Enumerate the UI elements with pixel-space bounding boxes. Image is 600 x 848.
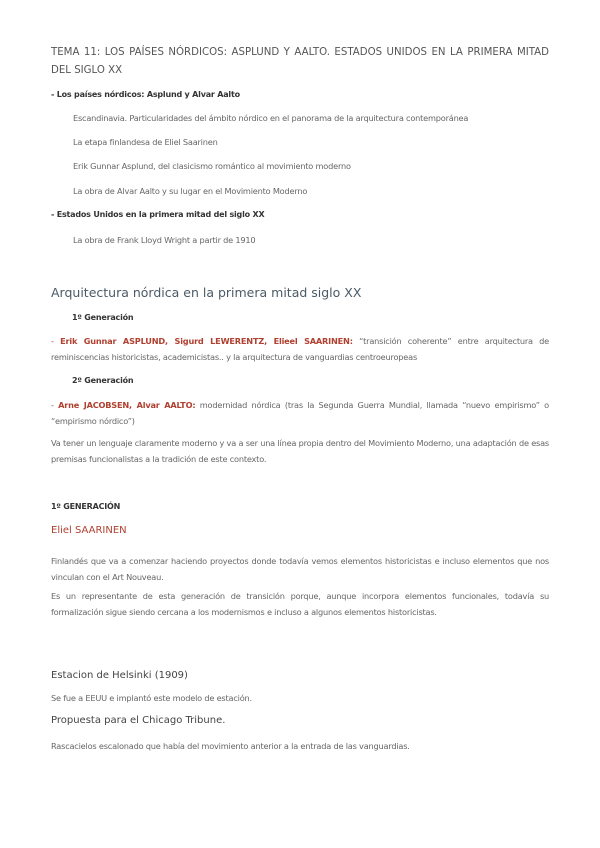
outline-item: La obra de Alvar Aalto y su lugar en el Movimiento Moderno: [73, 186, 308, 196]
outline-section-usa: - Estados Unidos en la primera mitad del siglo XX: [51, 210, 265, 219]
paragraph: Finlandés que va a comenzar haciendo proyectos donde todavía vemos elementos historicistas e incluso elementos que nos vinculan con el Art Nouveau.: [51, 556, 549, 582]
architect-names: Erik Gunnar ASPLUND, Sigurd LEWERENTZ, Elieel SAARINEN:: [60, 336, 353, 346]
dash: -: [51, 400, 59, 410]
paragraph-text: “transición coherente” entre arquitectura de reminiscencias historicistas, academicistas.. y la arquitectura de vanguardias centroeuropeas: [51, 336, 549, 362]
outline-item: Escandinavia. Particularidades del ámbito nórdico en el panorama de la arquitectura contemporánea: [73, 113, 469, 123]
outline-item: Erik Gunnar Asplund, del clasicismo romántico al movimiento moderno: [73, 161, 351, 171]
generation-1-paragraph: [51, 333, 549, 365]
paragraph: Rascacielos escalonado que había del movimiento anterior a la entrada de las vanguardias.: [51, 741, 410, 751]
outline-item: La etapa finlandesa de Eliel Saarinen: [73, 137, 218, 147]
work-heading: Propuesta para el Chicago Tribune.: [51, 715, 226, 726]
outline-item: La obra de Frank Lloyd Wright a partir de 1910: [73, 235, 256, 245]
section-heading: Arquitectura nórdica en la primera mitad siglo XX: [51, 285, 362, 300]
paragraph: Se fue a EEUU e implantó este modelo de estación.: [51, 693, 252, 703]
dash: -: [51, 336, 61, 346]
summary-paragraph: Va tener un lenguaje claramente moderno y va a ser una línea propia dentro del Movimiento Moderno, una adaptación de esas premisas funcionalistas a la tradición de este contexto.: [51, 438, 549, 464]
outline-section-nordic: - Los países nórdicos: Asplund y Alvar Aalto: [51, 90, 240, 99]
generation-label: 1º Generación: [72, 313, 134, 322]
document-title: TEMA 11: LOS PAÍSES NÓRDICOS: ASPLUND Y AALTO. ESTADOS UNIDOS EN LA PRIMERA MITAD DEL SIGLO XX: [51, 47, 549, 76]
paragraph-text: modernidad nórdica (tras la Segunda Guerra Mundial, llamada “nuevo empirismo” o “empirismo nórdico”): [51, 400, 549, 426]
architect-names: Arne JACOBSEN, Alvar AALTO:: [58, 400, 196, 410]
architect-heading: Eliel SAARINEN: [51, 525, 127, 536]
generation-label: 2º Generación: [72, 376, 134, 385]
paragraph: Es un representante de esta generación de transición porque, aunque incorpora elementos funcionales, todavía su formalización sigue siendo cercana a los modernismos e incluso a algunos elementos historicistas.: [51, 591, 549, 617]
generation-heading: 1º GENERACIÓN: [51, 502, 121, 511]
work-heading: Estacion de Helsinki (1909): [51, 670, 188, 681]
generation-2-paragraph: [51, 397, 549, 429]
